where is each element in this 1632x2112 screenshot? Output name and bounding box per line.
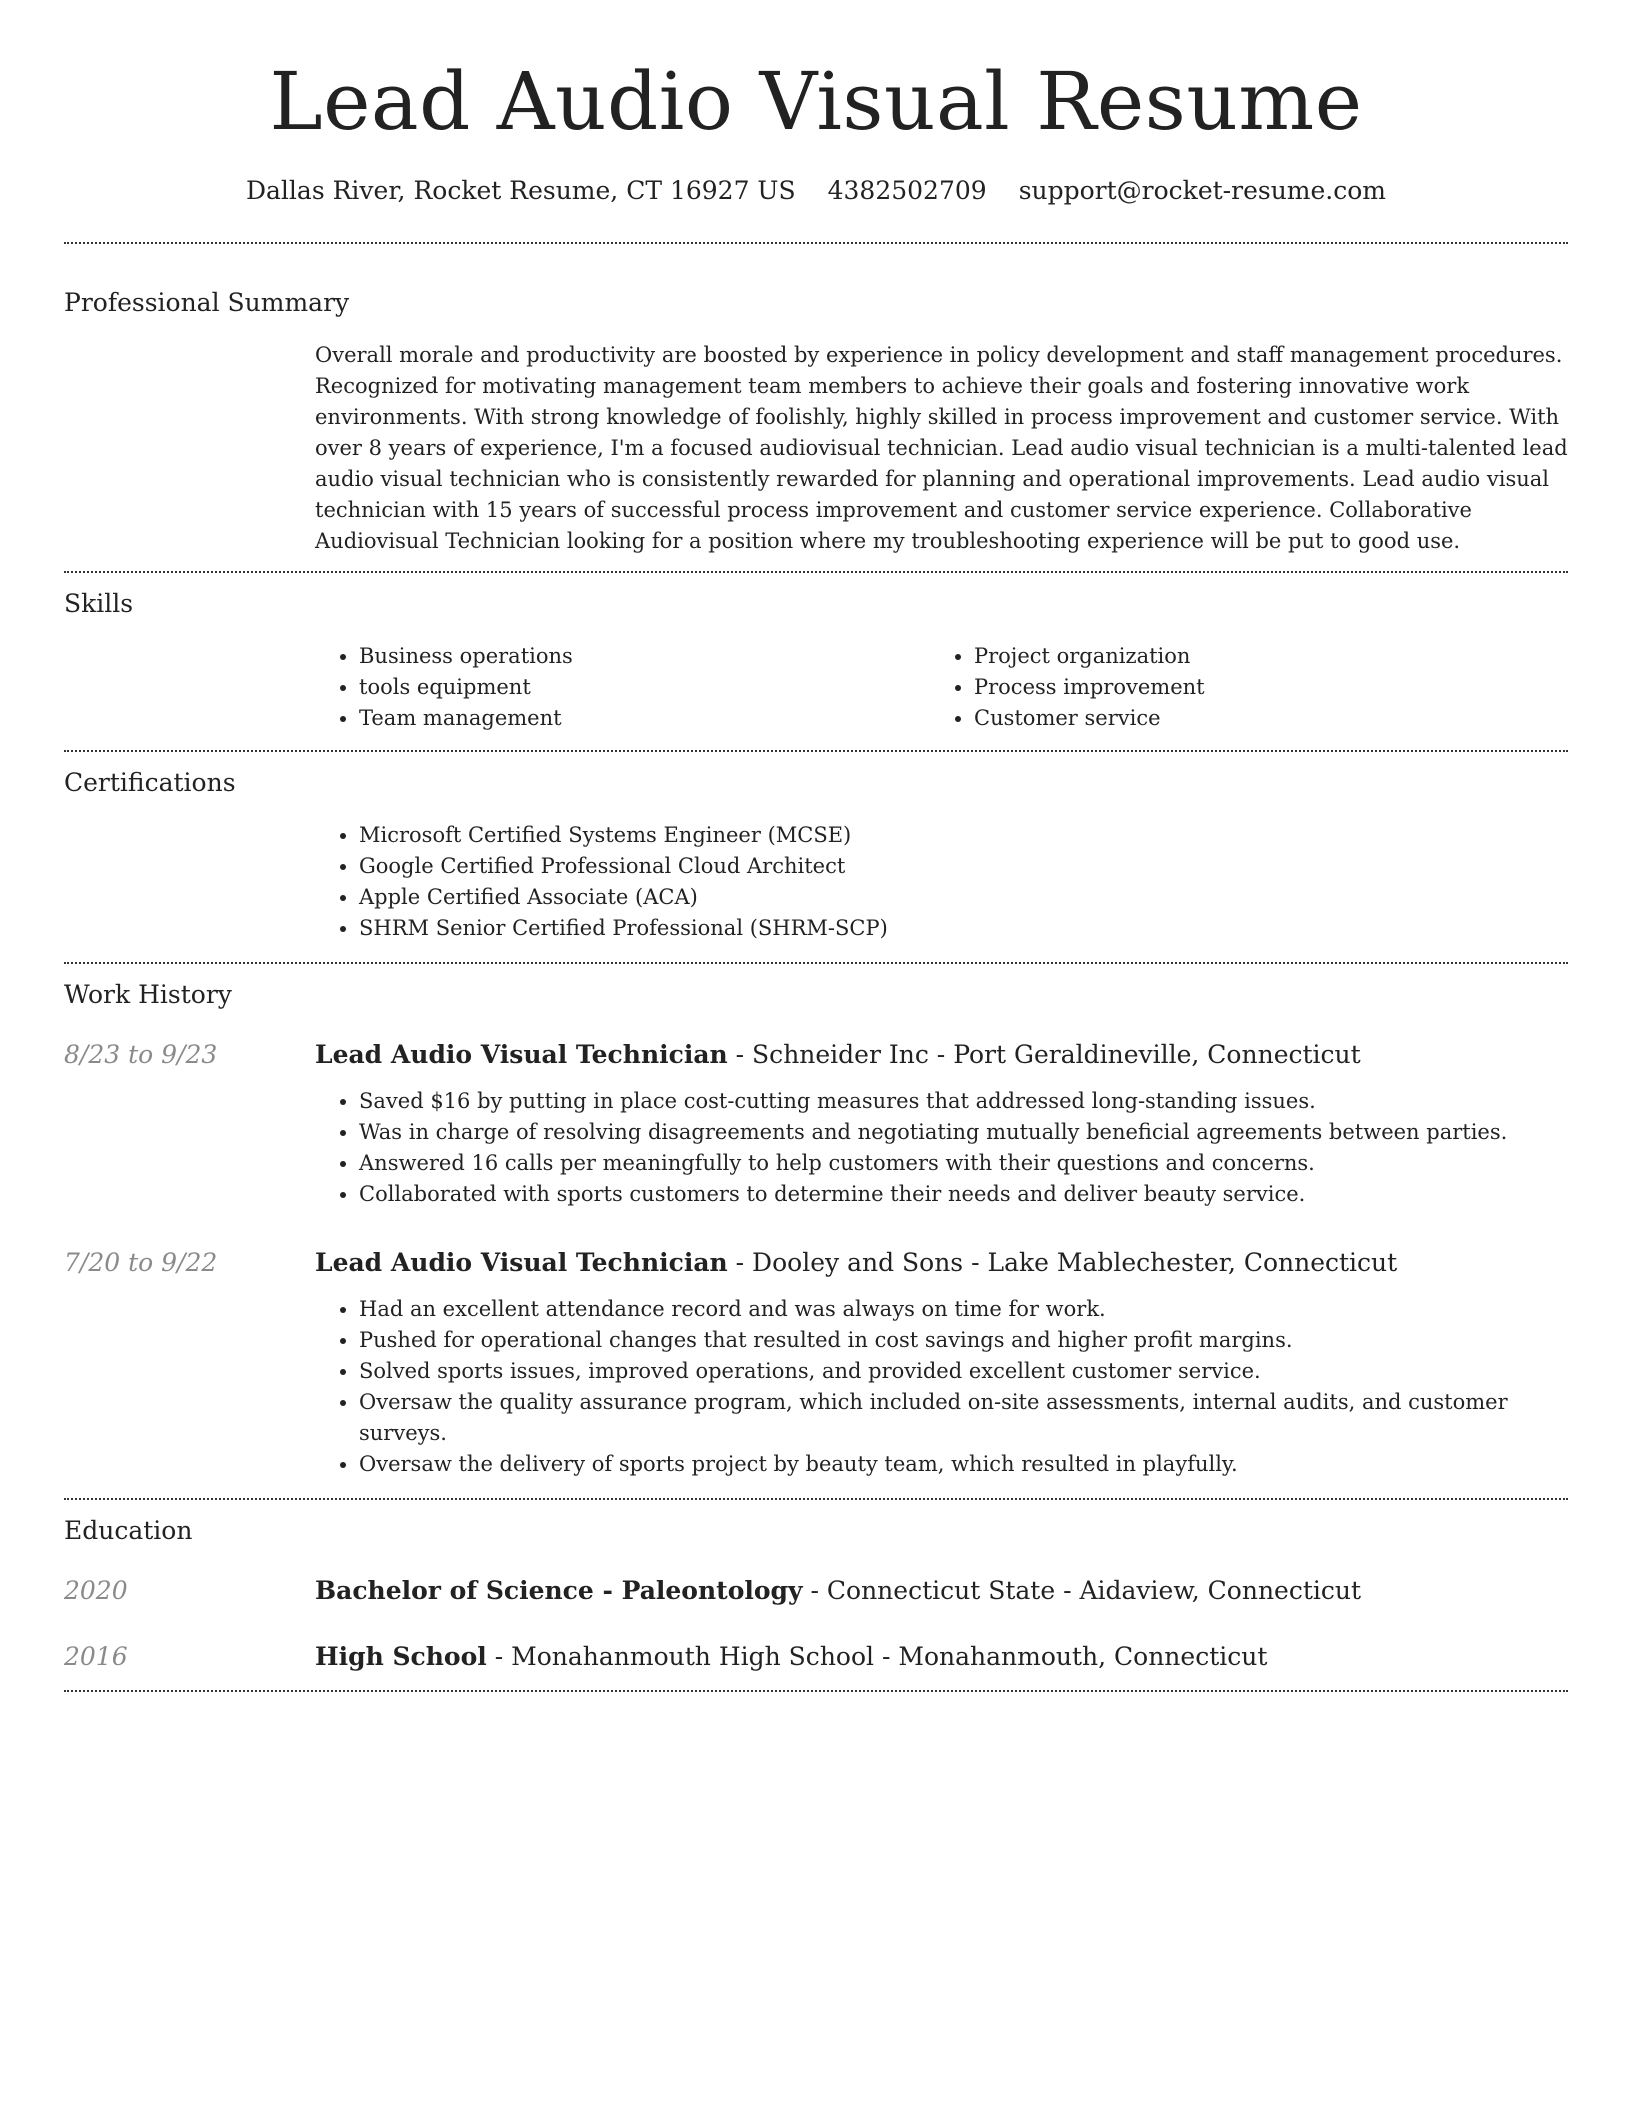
- certifications-body: [315, 820, 1568, 944]
- contact-email: support@rocket-resume.com: [1018, 176, 1386, 205]
- education-degree: High School: [315, 1642, 487, 1671]
- section-divider: [64, 1690, 1568, 1692]
- section-divider: [64, 962, 1568, 964]
- job-bullet: • Answered 16 calls per meaningfully to help customers with their questions and concerns.: [359, 1148, 1568, 1179]
- skills-column-right: [930, 641, 1545, 734]
- education-entry: [64, 1574, 1568, 1608]
- job-dates: 7/20 to 9/22: [64, 1248, 218, 1277]
- job-bullets: [315, 1294, 1568, 1480]
- skill-item: • Project organization: [974, 641, 1545, 672]
- education-heading: Education: [64, 1516, 193, 1545]
- skill-item: • Customer service: [974, 703, 1545, 734]
- job-role: Lead Audio Visual Technician: [315, 1040, 728, 1069]
- certification-item: • Google Certified Professional Cloud Architect: [359, 851, 1568, 882]
- job-heading: [315, 1246, 1397, 1280]
- job-bullet: • Oversaw the delivery of sports project by beauty team, which resulted in playfully.: [359, 1449, 1568, 1480]
- education-heading-line: [315, 1574, 1361, 1608]
- summary-body: [315, 340, 1568, 557]
- job-bullet: • Collaborated with sports customers to determine their needs and deliver beauty service.: [359, 1179, 1568, 1210]
- skills-column-left: [315, 641, 930, 734]
- section-divider: [64, 1498, 1568, 1500]
- skill-item: • tools equipment: [359, 672, 930, 703]
- resume-title: Lead Audio Visual Resume: [269, 55, 1363, 148]
- section-divider: [64, 571, 1568, 573]
- education-section: [64, 1514, 1568, 1674]
- education-year: 2020: [64, 1576, 128, 1605]
- certifications-section: [64, 766, 1568, 944]
- contact-address: Dallas River, Rocket Resume, CT 16927 US: [245, 176, 796, 205]
- certification-item: • Microsoft Certified Systems Engineer (MCSE): [359, 820, 1568, 851]
- job-bullet: • Had an excellent attendance record and was always on time for work.: [359, 1294, 1568, 1325]
- skill-item: • Process improvement: [974, 672, 1545, 703]
- education-entry: [64, 1640, 1568, 1674]
- education-heading-line: [315, 1640, 1267, 1674]
- work-history-section: [64, 978, 1568, 1480]
- job-bullet: • Solved sports issues, improved operations, and provided excellent customer service.: [359, 1356, 1568, 1387]
- contact-line: [64, 174, 1568, 208]
- job-bullet: • Oversaw the quality assurance program, which included on-site assessments, internal audits, and customer surveys.: [359, 1387, 1568, 1449]
- skills-heading: Skills: [64, 589, 134, 618]
- job-role: Lead Audio Visual Technician: [315, 1248, 728, 1277]
- job-employer-location: - Dooley and Sons - Lake Mablechester, Connecticut: [727, 1248, 1398, 1277]
- certifications-heading: Certifications: [64, 768, 236, 797]
- job-bullet: • Pushed for operational changes that resulted in cost savings and higher profit margins.: [359, 1325, 1568, 1356]
- job-bullet: • Was in charge of resolving disagreements and negotiating mutually beneficial agreements between parties.: [359, 1117, 1568, 1148]
- contact-phone: 4382502709: [827, 176, 987, 205]
- education-school-location: - Monahanmouth High School - Monahanmouth, Connecticut: [486, 1642, 1268, 1671]
- summary-section: [64, 286, 1568, 557]
- certification-item: • Apple Certified Associate (ACA): [359, 882, 1568, 913]
- section-divider: [64, 242, 1568, 244]
- job-bullet: • Saved $16 by putting in place cost-cutting measures that addressed long-standing issues.: [359, 1086, 1568, 1117]
- job-entry: [64, 1038, 1568, 1210]
- job-entry: [64, 1246, 1568, 1480]
- summary-heading: Professional Summary: [64, 288, 350, 317]
- education-year: 2016: [64, 1642, 128, 1671]
- education-degree: Bachelor of Science - Paleontology: [315, 1576, 803, 1605]
- job-bullets: [315, 1086, 1568, 1210]
- job-header: [64, 1246, 1568, 1280]
- skill-item: • Team management: [359, 703, 930, 734]
- job-header: [64, 1038, 1568, 1072]
- job-dates: 8/23 to 9/23: [64, 1040, 218, 1069]
- skills-section: [64, 587, 1568, 734]
- certification-item: • SHRM Senior Certified Professional (SHRM-SCP): [359, 913, 1568, 944]
- work-history-heading: Work History: [64, 980, 232, 1009]
- job-heading: [315, 1038, 1361, 1072]
- summary-text: Overall morale and productivity are boosted by experience in policy development and staff management procedures. Recognized for motivating management team members to achieve their goals and fostering innovative work environments. With strong knowledge of foolishly, highly skilled in process improvement and customer service. With over 8 years of experience, I'm a focused audiovisual technician. Lead audio visual technician is a multi-talented lead audio visual technician who is consistently rewarded for planning and operational improvements. Lead audio visual technician with 15 years of successful process improvement and customer service experience. Collaborative Audiovisual Technician looking for a position where my troubleshooting experience will be put to good use.: [315, 343, 1568, 553]
- job-employer-location: - Schneider Inc - Port Geraldineville, Connecticut: [727, 1040, 1361, 1069]
- section-divider: [64, 750, 1568, 752]
- skills-grid: [315, 641, 1568, 734]
- education-school-location: - Connecticut State - Aidaview, Connecticut: [802, 1576, 1362, 1605]
- resume-header: [64, 0, 1568, 208]
- skill-item: • Business operations: [359, 641, 930, 672]
